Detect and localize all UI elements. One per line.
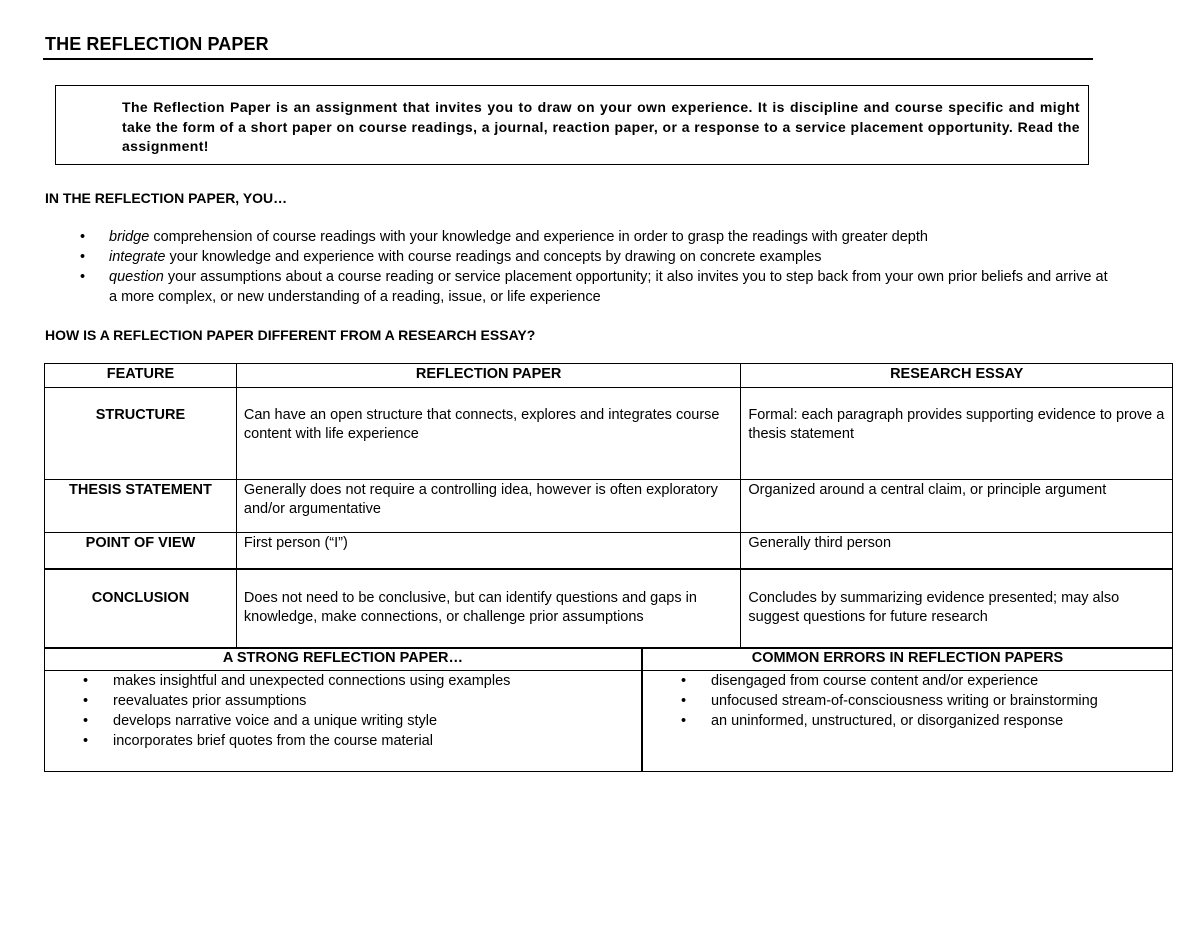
list-item-keyword: question [109, 269, 164, 285]
list-item-text: comprehension of course readings with your knowledge and experience in order to grasp the readings with greater depth [149, 229, 928, 245]
comparison-table [44, 363, 1173, 649]
table-row [45, 479, 1173, 532]
bullet-icon: • [680, 692, 687, 709]
list-item [681, 691, 1166, 711]
list-item-text: disengaged from course content and/or experience [710, 672, 1039, 689]
column-header-research: RESEARCH ESSAY [741, 364, 1173, 388]
research-cell: Formal: each paragraph provides supporting evidence to prove a thesis statement [741, 387, 1173, 479]
list-item-text: incorporates brief quotes from the course material [113, 733, 433, 750]
table-row [45, 532, 1173, 569]
strong-list [51, 671, 635, 752]
table-header-row [45, 364, 1173, 388]
section-heading-difference: HOW IS A REFLECTION PAPER DIFFERENT FROM A RESEARCH ESSAY? [45, 327, 536, 343]
strong-cell [45, 670, 642, 771]
title-underline [43, 58, 1093, 60]
column-header-strong: A STRONG REFLECTION PAPER… [45, 648, 642, 671]
list-item-text: reevaluates prior assumptions [113, 692, 307, 709]
reflection-cell: Does not need to be conclusive, but can identify questions and gaps in knowledge, make connections, or challenge prior assumptions [236, 569, 741, 649]
column-header-feature: FEATURE [45, 364, 237, 388]
feature-cell: THESIS STATEMENT [45, 479, 237, 532]
reflection-cell: First person (“I”) [236, 532, 741, 569]
research-cell: Concludes by summarizing evidence presented; may also suggest questions for future research [741, 569, 1173, 649]
bullet-icon: • [680, 672, 687, 689]
bullet-icon: • [83, 692, 89, 709]
list-item-keyword: integrate [109, 249, 166, 265]
list-item-keyword: bridge [109, 229, 150, 245]
bullet-icon: • [83, 672, 89, 689]
list-item [83, 671, 635, 691]
research-cell: Organized around a central claim, or principle argument [741, 479, 1173, 532]
list-item [80, 267, 1110, 307]
list-item [83, 711, 635, 731]
list-item-text: your assumptions about a course reading or service placement opportunity; it also invites you to step back from your own prior beliefs and arrive at a more complex, or new understanding of a reading, issue, or life experience [109, 269, 1108, 305]
list-item-text: unfocused stream-of-consciousness writing or brainstorming [710, 692, 1098, 709]
section-heading-you: IN THE REFLECTION PAPER, YOU… [45, 190, 288, 206]
column-header-reflection: REFLECTION PAPER [236, 364, 741, 388]
list-item-text: your knowledge and experience with course readings and concepts by drawing on concrete examples [165, 249, 822, 265]
bullet-icon: • [83, 733, 89, 750]
errors-list [649, 671, 1166, 732]
reflection-cell: Generally does not require a controlling idea, however is often exploratory and/or argumentative [236, 479, 741, 532]
intro-box [55, 85, 1089, 165]
bullet-icon: • [80, 269, 86, 285]
reflection-cell: Can have an open structure that connects, explores and integrates course content with life experience [236, 387, 741, 479]
intro-text: The Reflection Paper is an assignment that invites you to draw on your own experience. It is discipline and course specific and might take the form of a short paper on course readings, a journal, reaction paper, or a response to a service placement opportunity. Read the assignment! [122, 99, 1080, 154]
list-item-text: an uninformed, unstructured, or disorganized response [710, 713, 1064, 730]
strong-vs-errors-table [44, 647, 1173, 772]
feature-cell: CONCLUSION [45, 569, 237, 649]
bullet-icon: • [80, 229, 86, 245]
table-row [45, 670, 1173, 771]
list-item [83, 691, 635, 711]
list-item [681, 671, 1166, 691]
feature-cell: STRUCTURE [45, 387, 237, 479]
list-item [83, 731, 635, 751]
table-row [45, 569, 1173, 649]
list-item [681, 711, 1166, 731]
list-item [80, 247, 1110, 267]
errors-cell [642, 670, 1173, 771]
bullet-icon: • [680, 713, 687, 730]
reflection-purpose-list [80, 227, 1110, 307]
feature-cell: POINT OF VIEW [45, 532, 237, 569]
bullet-icon: • [83, 713, 89, 730]
bullet-icon: • [80, 249, 86, 265]
page-title: THE REFLECTION PAPER [45, 34, 269, 54]
table-header-row [45, 648, 1173, 671]
list-item [80, 227, 1110, 247]
table-row [45, 387, 1173, 479]
research-cell: Generally third person [741, 532, 1173, 569]
list-item-text: develops narrative voice and a unique writing style [113, 713, 438, 730]
list-item-text: makes insightful and unexpected connections using examples [113, 672, 511, 689]
column-header-errors: COMMON ERRORS IN REFLECTION PAPERS [642, 648, 1173, 671]
